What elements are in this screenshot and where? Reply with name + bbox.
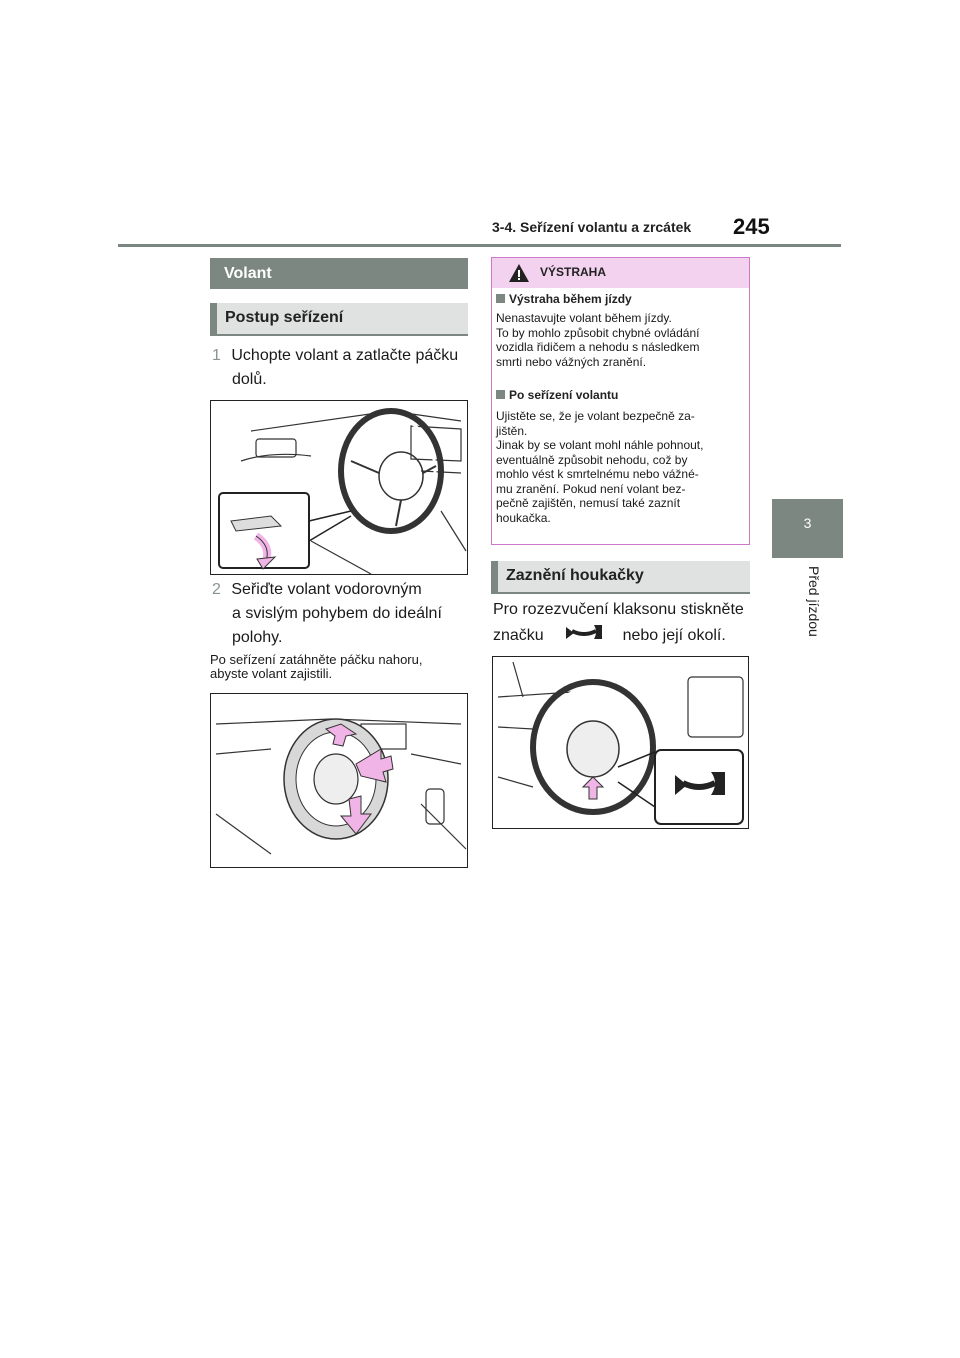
warning-para-2-line: eventuálně způsobit nehodu, což by	[496, 452, 688, 467]
chapter-tab-label: Před jízdou	[806, 566, 822, 637]
step-1-number: 1	[212, 347, 221, 364]
figure-wheel-adjust	[210, 693, 468, 868]
running-header-section: 3-4. Seřízení volantu a zrcátek	[492, 219, 692, 235]
warning-para-1-line: vozidla řidičem a nehodu s následkem	[496, 340, 700, 354]
warning-para-1-line: To by mohlo způsobit chybné ovládání	[496, 325, 700, 340]
warning-heading-2	[496, 388, 618, 402]
warning-para-1	[496, 311, 746, 369]
step-2-line1: Seřiďte volant vodorovným	[231, 581, 422, 598]
warning-heading-2-text: Po seřízení volantu	[509, 388, 619, 402]
horn-icon	[562, 623, 606, 643]
horn-line2-end: nebo její okolí.	[622, 627, 726, 644]
warning-para-2-line: jištěn.	[496, 423, 528, 438]
step-1-line2: dolů.	[232, 371, 267, 388]
section-title-volant: Volant	[210, 258, 468, 289]
warning-para-2-line: Ujistěte se, že je volant bezpečně za-	[496, 409, 695, 423]
horn-line1: Pro rozezvučení klaksonu stiskněte	[493, 601, 744, 618]
header-rule	[118, 244, 841, 247]
warning-heading-1-text: Výstraha během jízdy	[509, 292, 632, 306]
warning-para-1-line: smrti nebo vážných zranění.	[496, 354, 647, 369]
warning-title: VÝSTRAHA	[540, 265, 607, 279]
warning-para-2-line: mu zranění. Pokud není volant bez-	[496, 481, 686, 496]
steering-adjust-illustration	[211, 694, 467, 867]
step-2-number: 2	[212, 581, 221, 598]
warning-para-2-line: houkačka.	[496, 510, 551, 525]
step-2-line3: polohy.	[232, 629, 283, 646]
horn-illustration	[493, 657, 748, 828]
warning-header	[492, 258, 749, 288]
warning-para-2-line: pečně zajištěn, nemusí také zaznít	[496, 496, 681, 510]
note-line1: Po seřízení zatáhněte páčku nahoru,	[210, 652, 423, 667]
warning-para-1-line: Nenastavujte volant během jízdy.	[496, 311, 672, 325]
steering-lever-illustration	[211, 401, 467, 574]
bullet-square-icon	[496, 390, 505, 399]
warning-para-2-line: Jinak by se volant mohl náhle pohnout,	[496, 438, 704, 452]
figure-horn	[492, 656, 749, 829]
note-line2: abyste volant zajistili.	[210, 666, 333, 681]
step-2-line2: a svislým pohybem do ideální	[232, 605, 442, 622]
section-title-horn: Zaznění houkačky	[491, 561, 750, 594]
horn-line2	[493, 622, 726, 650]
chapter-tab-number: 3	[803, 515, 812, 531]
horn-line2-start: značku	[493, 627, 544, 644]
warning-heading-1	[496, 292, 632, 306]
warning-para-2-line: mohlo vést k smrtelnému nebo vážné-	[496, 467, 699, 481]
warning-triangle-icon	[508, 263, 530, 283]
bullet-square-icon	[496, 294, 505, 303]
subsection-title-postup: Postup seřízení	[210, 303, 468, 336]
figure-lever-release	[210, 400, 468, 575]
page-number: 245	[733, 214, 770, 239]
step-1-line1: Uchopte volant a zatlačte páčku	[231, 347, 459, 364]
warning-para-2	[496, 409, 746, 525]
